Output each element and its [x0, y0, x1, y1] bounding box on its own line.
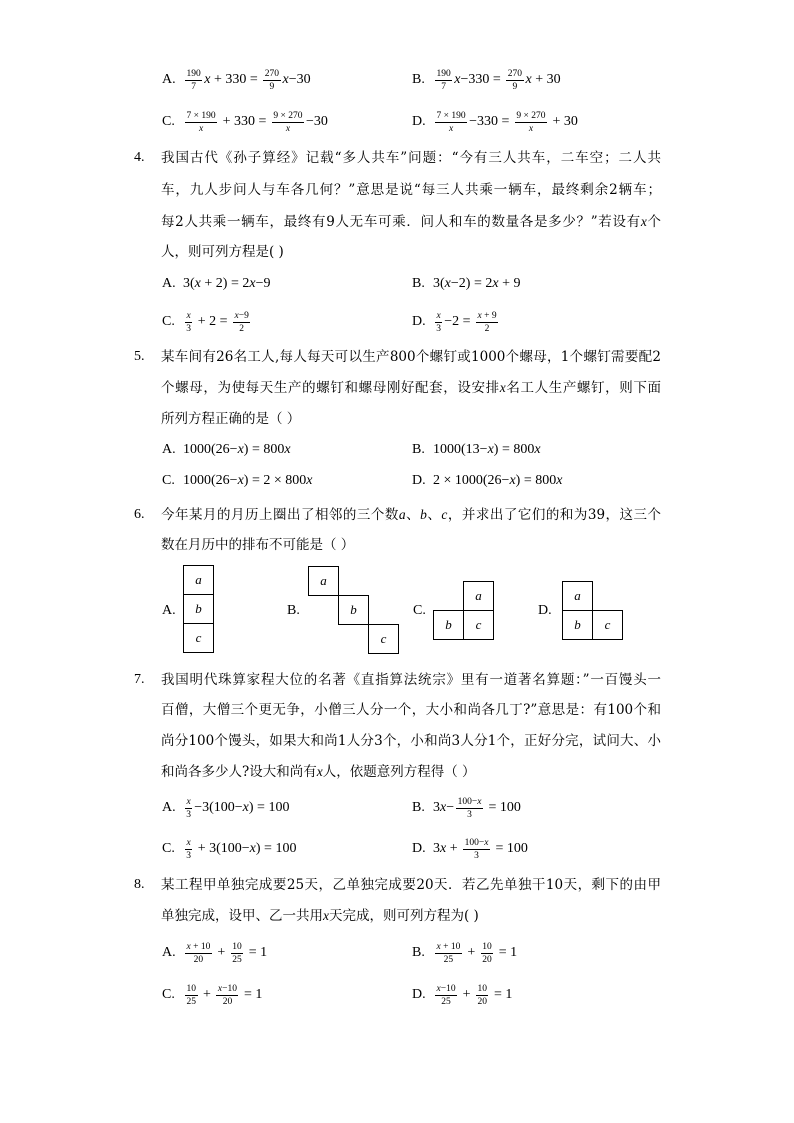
option-a [162, 793, 289, 823]
fraction [185, 942, 212, 965]
math-variable: x [234, 310, 239, 321]
math-variable: x [640, 214, 647, 229]
fraction [185, 69, 202, 92]
fraction [233, 311, 250, 334]
math-text: + [213, 945, 229, 960]
fraction [435, 69, 452, 92]
fraction-denominator: 3 [436, 323, 441, 334]
fraction-denominator: 20 [482, 954, 492, 965]
option-label: D. [412, 314, 426, 329]
math-text: + 330 = [219, 114, 270, 129]
math-text: x−330 = [454, 72, 505, 87]
math-variable: x [436, 941, 441, 952]
question-text-line: 数在月历中的排布不可能是（ ） [161, 537, 355, 553]
math-variable: x [454, 72, 461, 87]
fraction-denominator: 20 [193, 954, 204, 965]
fraction-denominator: 25 [232, 954, 242, 965]
option-d [412, 307, 500, 337]
option-label: B. [412, 276, 425, 291]
fraction-numerator [185, 797, 192, 809]
option-expression [183, 942, 267, 965]
fraction-denominator: 3 [467, 809, 472, 820]
fraction-numerator: 10 [477, 983, 487, 994]
fraction-numerator [435, 311, 442, 323]
option-b [412, 938, 517, 968]
math-text: −30 [306, 114, 328, 129]
option-expression [183, 69, 311, 92]
math-variable: x [284, 442, 291, 457]
math-text: −3(100−x) = 100 [194, 800, 290, 815]
math-variable: x [499, 380, 506, 395]
math-text: 1000(26−x) = 800x [183, 442, 291, 457]
fraction-denominator: 2 [239, 323, 245, 334]
option-label: C. [162, 473, 175, 488]
option-expression [433, 984, 512, 1007]
math-text: 3x + [433, 841, 462, 856]
option-c [162, 980, 262, 1010]
fraction-denominator [515, 123, 547, 134]
math-variable: x [556, 473, 563, 488]
math-variable: x [487, 442, 494, 457]
fraction-denominator: 25 [441, 996, 451, 1007]
option-b [412, 435, 541, 465]
fraction [481, 942, 494, 965]
option-label: C. [162, 314, 175, 329]
math-variable: a [398, 507, 406, 522]
option-a [162, 65, 311, 95]
question-text-line: 所列方程正确的是（ ） [161, 411, 301, 427]
fraction [231, 942, 244, 965]
option-expression [183, 276, 270, 292]
fraction-numerator: x + 10 [436, 941, 461, 952]
option-label: A. [162, 442, 176, 457]
option-label: D. [412, 114, 426, 129]
option-c [162, 834, 296, 864]
calendar-cell-a: a [183, 565, 214, 595]
option-label: D. [412, 473, 426, 488]
calendar-cell-a: a [562, 581, 593, 611]
math-variable: x [534, 442, 541, 457]
option-label: A. [162, 276, 176, 291]
figure-option-label: D. [538, 603, 552, 618]
fraction [185, 111, 217, 134]
math-variable: x [186, 837, 191, 848]
fraction-numerator [185, 838, 192, 850]
question-text-line: 某工程甲单独完成要25天，乙单独完成要20天．若乙先单独干10天，剩下的由甲 [161, 877, 661, 893]
math-variable: x [436, 310, 441, 321]
fraction-denominator: 9 [269, 81, 275, 92]
math-text: −330 = [469, 114, 513, 129]
question-text-line: 我国古代《孙子算经》记载“多人共车”问题：“今有三人共车，二车空；二人共 [161, 150, 661, 166]
option-expression [433, 69, 561, 92]
fraction-numerator: 100−x [457, 796, 482, 807]
option-a [162, 938, 267, 968]
fraction-numerator: x + 9 [477, 310, 497, 321]
fraction [463, 838, 490, 861]
option-expression [183, 442, 291, 458]
fraction [263, 69, 280, 92]
math-text: = 1 [245, 945, 268, 960]
fraction-denominator: 3 [186, 809, 191, 820]
math-variable: x [285, 123, 291, 134]
math-variable: x [186, 310, 191, 321]
option-expression [433, 111, 578, 134]
option-label: C. [162, 841, 175, 856]
math-variable: x [440, 841, 447, 856]
math-variable: x [237, 442, 244, 457]
math-variable: x [194, 276, 201, 291]
question-text-line: 尚分100个馒头，如果大和尚1人分3个，小和尚3人分1个，正好分完，试问大、小 [161, 733, 661, 749]
fraction-denominator: 25 [186, 996, 196, 1007]
math-text: = 1 [240, 987, 263, 1002]
fraction [435, 942, 462, 965]
option-c [162, 466, 312, 496]
option-d [412, 834, 528, 864]
question-text-line: 百僧，大僧三个更无争，小僧三人分一个，大小和尚各几丁?”意思是：有100个和 [161, 702, 661, 718]
fraction-numerator: x−9 [234, 310, 249, 321]
fraction-denominator: 25 [443, 954, 454, 965]
math-variable: x [186, 941, 191, 952]
math-variable: x [217, 983, 223, 994]
math-variable: x [525, 72, 532, 87]
calendar-cell-b: b [562, 610, 593, 640]
question-text-line: 单独完成，设甲、乙一共用x天完成，则可列方程为( ) [161, 908, 479, 924]
fraction-denominator: 9 [512, 81, 518, 92]
fraction-numerator: x + 10 [186, 941, 211, 952]
calendar-cell-b: b [183, 594, 214, 624]
math-text: + 3(100−x) = 100 [194, 841, 297, 856]
fraction-denominator: 7 [191, 81, 196, 92]
math-variable: x [249, 841, 256, 856]
math-text: + [199, 987, 215, 1002]
math-variable: x [282, 72, 289, 87]
math-variable: c [441, 507, 448, 522]
fraction-numerator: 270 [264, 68, 280, 79]
question-number: 5. [134, 349, 145, 364]
fraction [435, 984, 457, 1007]
fraction [435, 111, 467, 134]
fraction [476, 984, 489, 1007]
option-c [162, 307, 252, 337]
fraction-numerator: 10 [482, 941, 492, 952]
option-b [412, 793, 521, 823]
option-label: C. [162, 987, 175, 1002]
question-text-line: 我国明代珠算家程大位的名著《直指算法统宗》里有一道著名算题：”一百馒头一 [161, 672, 661, 688]
fraction [515, 111, 547, 134]
calendar-cell-c: c [183, 623, 214, 653]
math-variable: b [420, 507, 427, 522]
math-variable: x [440, 800, 447, 815]
question-number: 7. [134, 672, 145, 687]
math-text: x + 30 [525, 72, 561, 87]
math-text: = 100 [491, 841, 528, 856]
math-variable: x [316, 764, 323, 779]
math-text: 3(x + 2) = 2x−9 [183, 276, 271, 291]
fraction [216, 984, 238, 1007]
math-text: x−30 [282, 72, 311, 87]
option-expression [433, 442, 541, 458]
fraction-denominator [185, 123, 217, 134]
fraction [506, 69, 523, 92]
math-text: 2 × 1000(26−x) = 800x [433, 473, 563, 488]
fraction-denominator: 3 [474, 850, 479, 861]
math-variable: x [444, 276, 451, 291]
option-expression [183, 984, 262, 1007]
option-expression [183, 838, 296, 861]
fraction-denominator [272, 123, 304, 134]
question-text-line: 今年某月的月历上圈出了相邻的三个数a、b、c，并求出了它们的和为39，这三个 [161, 507, 661, 523]
math-text: = 1 [495, 945, 518, 960]
math-text: 3(x−2) = 2x + 9 [433, 276, 521, 291]
fraction-numerator: x−10 [436, 983, 456, 994]
fraction-denominator: 20 [477, 996, 487, 1007]
math-text: + 2 = [194, 314, 232, 329]
option-label: B. [412, 945, 425, 960]
fraction-numerator: 190 [436, 68, 451, 79]
fraction-numerator: 100−x [464, 837, 489, 848]
option-expression [433, 838, 528, 861]
option-expression [433, 797, 521, 820]
math-text: + 30 [549, 114, 578, 129]
calendar-cell-c: c [592, 610, 623, 640]
fraction [185, 311, 192, 334]
option-d [412, 466, 562, 496]
math-variable: x [186, 796, 191, 807]
fraction-denominator: 20 [222, 996, 233, 1007]
math-variable: x [198, 123, 204, 134]
option-c [162, 107, 328, 137]
calendar-cell-a: a [463, 581, 494, 611]
option-label: B. [412, 72, 425, 87]
math-variable: x [237, 473, 244, 488]
math-variable: x [484, 837, 489, 848]
math-variable: x [477, 796, 482, 807]
question-number: 4. [134, 150, 145, 165]
math-variable: x [436, 983, 441, 994]
option-a [162, 269, 270, 299]
option-label: A. [162, 72, 176, 87]
math-variable: x [323, 908, 329, 923]
fraction [272, 111, 304, 134]
calendar-cell-c: c [463, 610, 494, 640]
option-a [162, 435, 291, 465]
option-b [412, 65, 561, 95]
calendar-cell-a: a [308, 566, 339, 596]
fraction-numerator: 270 [507, 68, 523, 79]
option-expression [183, 311, 252, 334]
option-expression [183, 797, 289, 820]
math-text: 1000(13−x) = 800x [433, 442, 541, 457]
option-label: A. [162, 800, 176, 815]
figure-option-label: C. [413, 603, 426, 618]
math-variable: x [528, 123, 534, 134]
fraction-numerator [185, 311, 192, 323]
fraction [185, 797, 192, 820]
figure-option-label: A. [162, 603, 176, 618]
math-text: 3x− [433, 800, 455, 815]
option-expression [183, 473, 312, 489]
fraction [435, 311, 442, 334]
option-label: A. [162, 945, 176, 960]
math-text: 1000(26−x) = 2 × 800x [183, 473, 313, 488]
math-variable: x [448, 123, 454, 134]
option-label: C. [162, 114, 175, 129]
option-expression [433, 311, 500, 334]
option-label: D. [412, 987, 426, 1002]
math-text: −2 = [444, 314, 475, 329]
option-d [412, 980, 512, 1010]
question-number: 6. [134, 507, 145, 522]
option-label: D. [412, 841, 426, 856]
math-variable: x [242, 800, 249, 815]
question-text-line: 个螺母，为使每天生产的螺钉和螺母刚好配套，设安排x名工人生产螺钉，则下面 [161, 380, 661, 396]
math-variable: x [204, 72, 211, 87]
math-variable: x [492, 276, 499, 291]
math-variable: x [477, 310, 482, 321]
fraction-numerator: 9 × 270 [273, 110, 303, 121]
option-label: B. [412, 442, 425, 457]
option-expression [183, 111, 328, 134]
question-text-line: 人，则可列方程是( ) [161, 244, 284, 260]
option-label: B. [412, 800, 425, 815]
calendar-cell-b: b [338, 595, 369, 625]
figure-option-label: B. [287, 603, 300, 618]
fraction-denominator: 3 [186, 323, 191, 334]
question-number: 8. [134, 877, 145, 892]
fraction-denominator [435, 123, 467, 134]
option-expression [433, 276, 520, 292]
math-text: = 1 [490, 987, 513, 1002]
question-text-line: 某车间有26名工人,每人每天可以生产800个螺钉或1000个螺母，1个螺钉需要配2 [161, 349, 661, 365]
fraction [476, 311, 498, 334]
calendar-cell-c: c [368, 624, 399, 654]
math-text: x + 330 = [204, 72, 262, 87]
fraction-numerator: 7 × 190 [186, 110, 216, 121]
fraction-denominator: 3 [186, 850, 191, 861]
question-text-line: 和尚各多少人?设大和尚有x人，依题意列方程得（ ） [161, 764, 476, 780]
question-text-line: 车，九人步问人与车各几何？”意思是说“每三人共乘一辆车，最终剩余2辆车； [161, 182, 661, 198]
fraction [456, 797, 483, 820]
fraction-numerator: 190 [186, 68, 201, 79]
math-text: = 100 [484, 800, 521, 815]
question-text-line: 每2人共乘一辆车，最终有9人无车可乘．问人和车的数量各是多少？”若设有x个 [161, 214, 661, 230]
fraction-denominator: 7 [441, 81, 446, 92]
option-expression [433, 942, 517, 965]
fraction [185, 838, 192, 861]
math-variable: x [509, 473, 516, 488]
fraction-numerator: 7 × 190 [436, 110, 466, 121]
math-text: + [463, 945, 479, 960]
calendar-cell-b: b [433, 610, 464, 640]
math-variable: x [249, 276, 256, 291]
fraction-denominator: 2 [484, 323, 490, 334]
option-b [412, 269, 520, 299]
fraction-numerator: 10 [186, 983, 196, 994]
fraction-numerator: 10 [232, 941, 242, 952]
math-text: + [459, 987, 474, 1002]
option-d [412, 107, 578, 137]
fraction [185, 984, 198, 1007]
option-expression [433, 473, 562, 489]
math-variable: x [306, 473, 313, 488]
fraction-numerator: 9 × 270 [516, 110, 546, 121]
fraction-numerator: x−10 [217, 983, 237, 994]
